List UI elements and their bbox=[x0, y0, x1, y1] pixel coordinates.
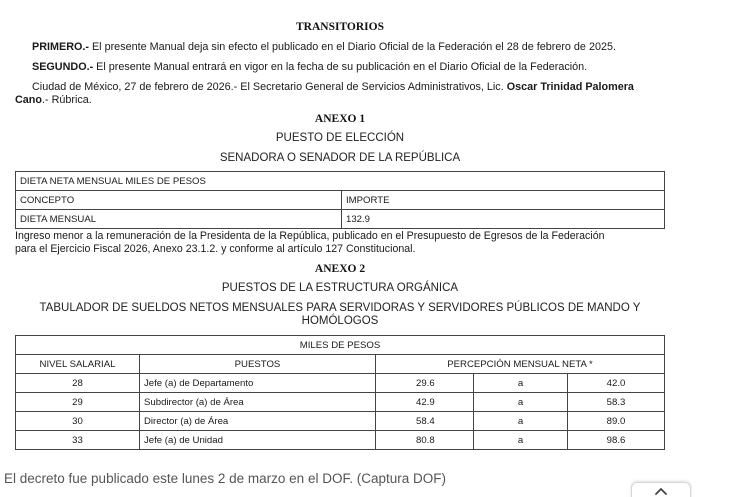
primero-label: PRIMERO.- bbox=[32, 41, 89, 53]
sep-cell: a bbox=[474, 431, 568, 450]
sep-cell: a bbox=[474, 393, 568, 412]
min-cell: 58.4 bbox=[376, 412, 474, 431]
col-percepcion: PERCEPCIÓN MENSUAL NETA * bbox=[376, 355, 665, 374]
nivel-cell: 30 bbox=[16, 412, 140, 431]
segundo-label: SEGUNDO.- bbox=[32, 61, 94, 73]
segundo-text: El presente Manual entrará en vigor en la fecha de su publicación en el Diario Oficial de la Federación. bbox=[93, 61, 588, 73]
firma-name-cont: Cano bbox=[15, 94, 42, 106]
anexo2-title: ANEXO 2 bbox=[314, 263, 366, 275]
table-row bbox=[16, 431, 665, 450]
dieta-col-importe: IMPORTE bbox=[342, 191, 665, 210]
image-caption: El decreto fue publicado este lunes 2 de marzo en el DOF. (Captura DOF) bbox=[4, 471, 446, 486]
anexo2-subtitle: PUESTOS DE LA ESTRUCTURA ORGÁNICA bbox=[221, 282, 459, 294]
anexo1-note bbox=[15, 230, 605, 255]
firma-name: Oscar Trinidad Palomera bbox=[506, 81, 634, 93]
max-cell: 98.6 bbox=[568, 431, 665, 450]
scroll-to-top-button[interactable] bbox=[631, 482, 691, 497]
anexo1-title: ANEXO 1 bbox=[314, 113, 366, 125]
table-row bbox=[16, 393, 665, 412]
dieta-col-concepto: CONCEPTO bbox=[16, 191, 342, 210]
table-row bbox=[16, 412, 665, 431]
min-cell: 80.8 bbox=[376, 431, 474, 450]
puesto-cell: Jefe (a) de Departamento bbox=[140, 374, 376, 393]
max-cell: 89.0 bbox=[568, 412, 665, 431]
anexo2-subtitle2 bbox=[0, 302, 680, 328]
anexo1-subtitle2: SENADORA O SENADOR DE LA REPÚBLICA bbox=[219, 152, 461, 164]
table-row bbox=[16, 374, 665, 393]
dieta-table-header: DIETA NETA MENSUAL MILES DE PESOS bbox=[16, 172, 665, 191]
primero-text: El presente Manual deja sin efecto el publicado en el Diario Oficial de la Federación el 28 de febrero de 2025. bbox=[88, 41, 616, 53]
puesto-cell: Jefe (a) de Unidad bbox=[140, 431, 376, 450]
col-nivel-salarial: NIVEL SALARIAL bbox=[16, 355, 140, 374]
sep-cell: a bbox=[474, 374, 568, 393]
anexo1-note-line1: Ingreso menor a la remuneración de la Presidenta de la República, publicado en el Presupuesto de Egresos de la Federación bbox=[15, 230, 605, 242]
nivel-cell: 33 bbox=[16, 431, 140, 450]
firma-line1 bbox=[32, 81, 634, 94]
anexo2-subtitle2-line2: HOMÓLOGOS bbox=[301, 315, 379, 327]
dieta-row-label: DIETA MENSUAL bbox=[16, 210, 342, 229]
firma-line2 bbox=[15, 94, 92, 107]
nivel-cell: 28 bbox=[16, 374, 140, 393]
nivel-cell: 29 bbox=[16, 393, 140, 412]
tabulador-caption: MILES DE PESOS bbox=[16, 336, 665, 355]
min-cell: 29.6 bbox=[376, 374, 474, 393]
col-puestos: PUESTOS bbox=[140, 355, 376, 374]
puesto-cell: Director (a) de Área bbox=[140, 412, 376, 431]
segundo-paragraph bbox=[32, 61, 587, 74]
tabulador-table bbox=[15, 335, 665, 450]
min-cell: 42.9 bbox=[376, 393, 474, 412]
chevron-up-icon bbox=[654, 487, 668, 496]
transitorios-title: TRANSITORIOS bbox=[296, 21, 384, 33]
anexo1-note-line2: para el Ejercicio Fiscal 2026, Anexo 23.1.2. y conforme al artículo 127 Constitucional. bbox=[15, 242, 416, 255]
firma-text: Ciudad de México, 27 de febrero de 2026.- El Secretario General de Servicios Administrativos, Lic. bbox=[32, 81, 507, 93]
firma-suffix: .- Rúbrica. bbox=[42, 94, 92, 106]
dieta-table bbox=[15, 171, 665, 229]
puesto-cell: Subdirector (a) de Área bbox=[140, 393, 376, 412]
primero-paragraph bbox=[32, 41, 616, 54]
anexo2-subtitle2-line1: TABULADOR DE SUELDOS NETOS MENSUALES PARA SERVIDORAS Y SERVIDORES PÚBLICOS DE MANDO Y bbox=[39, 302, 641, 314]
dieta-row-value: 132.9 bbox=[342, 210, 665, 229]
sep-cell: a bbox=[474, 412, 568, 431]
max-cell: 42.0 bbox=[568, 374, 665, 393]
anexo1-subtitle: PUESTO DE ELECCIÓN bbox=[275, 132, 405, 144]
max-cell: 58.3 bbox=[568, 393, 665, 412]
